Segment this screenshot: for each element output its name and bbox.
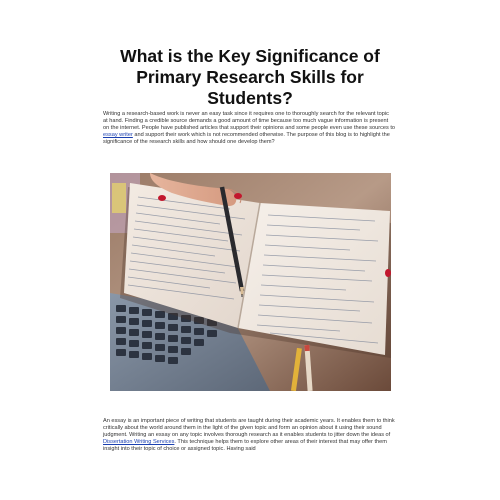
body-text-start: An essay is an important piece of writing that students are taught during their academic years. It enables them to think critically about the world around them in the light of the given topic and form an opinion about it using their sound judgment. Writing an essay on any topic involves thorough research as it enables students to jitter down the ideas of [103, 418, 395, 438]
intro-text-start: Writing a research-based work is never an easy task since it requires one to thoroughly search for the relevant topic at hand. Finding a credible source demands a good amount of time because too much vague information is present on the internet. People have published articles that support their opinions and some people even use these sources to [103, 111, 395, 131]
page-title: What is the Key Significance of Primary Research Skills for Students? [120, 46, 380, 108]
dissertation-writing-services-link[interactable]: Dissertation Writing Services [103, 438, 175, 445]
notebook-photo [110, 173, 391, 391]
body-text-end: . This technique helps them to explore other areas of their interest that may offer them insight into their topic of choice or assigned topic. Having said [103, 438, 387, 452]
essay-writer-link[interactable]: essay writer [103, 131, 133, 138]
body-paragraph [103, 418, 395, 453]
intro-paragraph [103, 111, 395, 146]
intro-text-end: and support their work which is not recommended otherwise. The purpose of this blog is to highlight the significance of the research skills and how should one develop them? [103, 131, 390, 145]
